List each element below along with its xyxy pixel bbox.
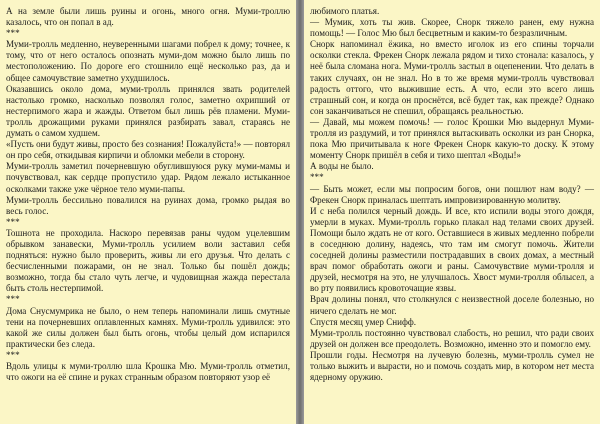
paragraph: Дома Снусмумрика не было, о нем теперь напоминали лишь смутные тени на почерневших оплавленных камнях. Муми-тролль удивился: это какой же силы должен был быть огонь, чтобы целый дом испарился практически без следа.: [6, 305, 290, 349]
paragraph: Муми-тролль заметил почерневшую обуглившуюся руку муми-мамы и почувствовал, как сердце пропустило удар. Рядом лежало истыканное осколками также уже чёрное тело муми-папы.: [6, 161, 290, 194]
section-separator: ***: [6, 294, 20, 305]
paragraph: Вдоль улицы к муми-троллю шла Крошка Мю. Муми-тролль отметил, что ожоги на её спине и руках странным образом повторяют узор её: [6, 361, 290, 383]
paragraph: любимого платья.: [310, 6, 380, 16]
paragraph: А на земле были лишь руины и огонь, много огня. Муми-троллю казалось, что он попал в ад.: [6, 6, 290, 28]
page-gutter: [296, 0, 304, 424]
paragraph: Прошли годы. Несмотря на лучевую болезнь, муми-тролль сумел не только выжить и вырасти, но и помочь создать мир, в котором нет места ядерному оружию.: [310, 349, 594, 383]
paragraph: Врач долины понял, что столкнулся с неизвестной доселе болезнью, но ничего сделать не мог.: [310, 294, 594, 316]
paragraph: Муми-тролль медленно, неуверенными шагами побрел к дому; точнее, к тому, что от него осталось опознать муми-дом можно было лишь по местоположению. По дороге его стошнило ещё несколько раз, да и общее самочувствие заметно ухудшилось.: [6, 39, 290, 83]
paragraph: — Мумик, хоть ты жив. Скорее, Снорк тяжело ранен, ему нужна помощь! — Голос Мю был бесцветным и каким-то безразличным.: [310, 17, 594, 39]
right-page[interactable]: [304, 0, 600, 424]
paragraph: — Давай, мы можем помочь! — голос Крошки Мю выдернул Муми-тролля из раздумий, и тот принялся вытаскивать осколки из ран Снорка, пока Мю причитывала к ноге Фрекен Снорк какую-то доску. К этому моменту Снорк пришёл в себя и тихо шептал «Воды!»: [310, 116, 594, 161]
paragraph: «Пусть они будут живы, просто без сознания! Пожалуйста!» — повторял он про себя, откидывая кирпичи и обломки мебели в сторону.: [6, 139, 290, 161]
left-page[interactable]: [0, 0, 296, 424]
paragraph: А воды не было.: [310, 161, 374, 172]
section-separator: ***: [6, 349, 20, 360]
paragraph: И с неба полился черный дождь. И все, кто испили воды этого дождя, умерли в муках. Муми-тролль горько плакал над телами своих друзей. Помощи было ждать не от кого. Оставшиеся в живых медленно побрели в соседнюю долину, надеясь, что там им смогут помочь. Жители соседней долины разместили пострадавших в своих домах, а местный врач помог обработать ожоги и раны. Самочувствие муми-тролля и друзей, несмотря на это, не улучшалось. Хвост муми-тролля облысел, а во рту появились кровоточащие язвы.: [310, 205, 594, 294]
paragraph: Муми-тролль бессильно повалился на руинах дома, громко рыдая во весь голос.: [6, 194, 290, 216]
paragraph: Снорк напоминал ёжика, но вместо иголок из его спины торчали осколки стекла. Фрекен Снорк лежала рядом и тихо стонала: казалось, у неё была сломана нога. Муми-тролль застыл в оцепенении. Что делать в таких случаях, он не знал. Но в то же время муми-тролль чувствовал радость оттого, что выжившие есть. А что, если это всего лишь страшный сон, и когда он проснётся, всё будет так, как прежде? Однако сон заканчиваться не спешил, обращаясь реальностью.: [310, 39, 594, 116]
paragraph: — Быть может, если мы попросим богов, они пошлют нам воду? — Фрекен Снорк приналась шептать импровизированную молитву.: [310, 183, 594, 205]
paragraph: Спустя месяц умер Снифф.: [310, 316, 417, 327]
paragraph: Оказавшись около дома, муми-тролль принялся звать родителей настолько громко, насколько позволял голос, заметно охрипший от нестерпимого жара и жажды. Ответом был лишь рёв пламени. Муми-тролль дрожащими руками принялся разбирать завал, стараясь не думать о самом худшем.: [6, 83, 290, 139]
section-separator: ***: [310, 172, 324, 183]
section-separator: ***: [6, 216, 20, 227]
section-separator: ***: [6, 28, 20, 39]
paragraph: Тошнота не проходила. Наскоро перевязав раны чудом уцелевшим обрывком занавески, Муми-тролль усилием воли заставил себя подняться: нужно было проверить, живы ли его друзья. Что делать с бесчисленными пожарами, он не знал. Только бы пошёл дождь; возможно, тогда бы стало чуть легче, и чудовищная жажда перестала быть столь нестерпимой.: [6, 227, 290, 294]
paragraph: Муми-тролль постоянно чувствовал слабость, но решил, что ради своих друзей он должен все преодолеть. Возможно, именно это и помогло ему.: [310, 327, 594, 349]
